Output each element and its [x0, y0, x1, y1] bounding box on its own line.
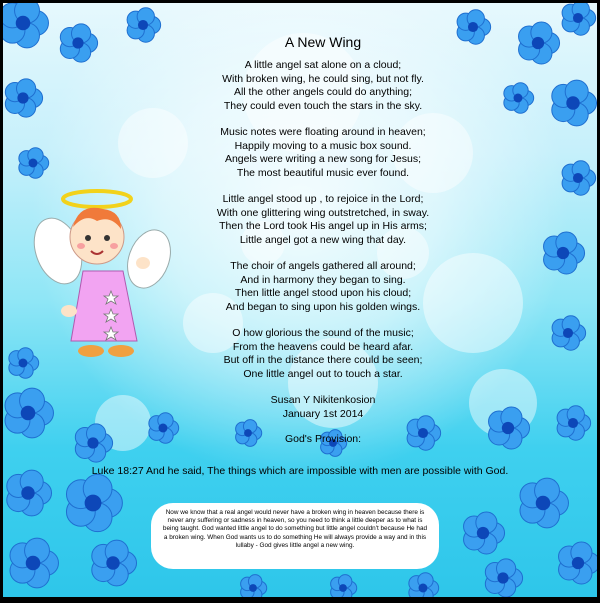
poem-line: From the heavens could be heard afar. — [232, 340, 414, 353]
poem-title: A New Wing — [284, 34, 362, 50]
flower-decoration — [122, 4, 164, 46]
flower-decoration — [514, 474, 572, 532]
poem-line: The choir of angels gathered all around; — [230, 260, 416, 272]
author-name: Susan Y Nikitenkosion — [270, 394, 376, 406]
poem-line: And began to sing upon his golden wings. — [225, 300, 421, 313]
poem-line: Little angel stood up , to rejoice in the Lord; — [222, 193, 424, 205]
flower-decoration — [553, 538, 597, 588]
poem-stanza — [173, 193, 473, 247]
poem-signature — [173, 394, 473, 421]
flower-decoration — [499, 79, 537, 117]
flower-decoration — [458, 508, 508, 558]
poem-stanza — [173, 126, 473, 180]
flower-decoration — [483, 403, 533, 453]
flower-decoration — [480, 555, 526, 597]
flower-decoration — [552, 402, 594, 444]
angel-illustration — [31, 181, 181, 361]
flower-decoration — [538, 228, 588, 278]
poem-line: Music notes were floating around in heaven; — [220, 126, 426, 138]
flower-decoration — [55, 20, 101, 66]
flower-decoration — [513, 18, 563, 68]
explanation-note: Now we know that a real angel would never have a broken wing in heaven because there is never any suffering or sadness in heaven, so you need to think a little deeper as to what is being taught. God wanted little angel to do something but little angel couldn't because He had a broken wing. When God wants us to do something He will always provide a way and in this lullaby - God gives little angel a new wing. — [151, 503, 439, 569]
poem-stanza — [173, 327, 473, 381]
provision-heading: God's Provision: — [284, 433, 362, 445]
poem-line: The most beautiful music ever found. — [236, 166, 410, 179]
flower-decoration — [547, 312, 589, 354]
flower-decoration — [86, 536, 140, 590]
poem-stanza — [173, 59, 473, 113]
flower-decoration — [236, 571, 270, 597]
poem-line: Angels were writing a new song for Jesus; — [224, 153, 422, 165]
poem-line: Then the Lord took His angel up in His arms; — [219, 220, 427, 232]
poem-line: One little angel out to touch a star. — [243, 367, 403, 380]
poem-line: Happily moving to a music box sound. — [234, 139, 412, 152]
poem-line: Then little angel stood upon his cloud; — [234, 287, 412, 299]
poem-line: With broken wing, he could sing, but not fly. — [222, 72, 424, 85]
poem-stanzas — [173, 59, 473, 381]
poem-line: O how glorious the sound of the music; — [232, 327, 414, 339]
flower-decoration — [14, 144, 52, 182]
flower-decoration — [3, 3, 52, 52]
flower-decoration — [60, 470, 126, 536]
poem-line: But off in the distance there could be seen; — [223, 354, 423, 366]
flower-decoration — [3, 75, 46, 121]
poem-line: With one glittering wing outstretched, in sway. — [216, 206, 430, 219]
flower-decoration — [70, 420, 116, 466]
flower-decoration — [557, 157, 597, 199]
flower-decoration — [404, 569, 442, 597]
flower-decoration — [326, 571, 360, 597]
poem-date: January 1st 2014 — [282, 407, 364, 420]
flower-decoration — [546, 76, 597, 130]
poem-card — [3, 3, 597, 597]
flower-decoration — [3, 384, 57, 442]
poem-line: And in harmony they began to sing. — [240, 273, 406, 286]
poem-line: Little angel got a new wing that day. — [239, 233, 407, 246]
poem-line: All the other angels could do anything; — [233, 86, 413, 98]
flower-decoration — [557, 3, 597, 39]
poem-text — [173, 33, 473, 464]
scripture-verse: Luke 18:27 And he said, The things which are impossible with men are possible with God. — [91, 465, 509, 477]
poem-line: They could even touch the stars in the sky. — [223, 99, 423, 112]
poem-line: A little angel sat alone on a cloud; — [244, 59, 402, 71]
flower-decoration — [4, 534, 62, 592]
poem-stanza — [173, 260, 473, 314]
